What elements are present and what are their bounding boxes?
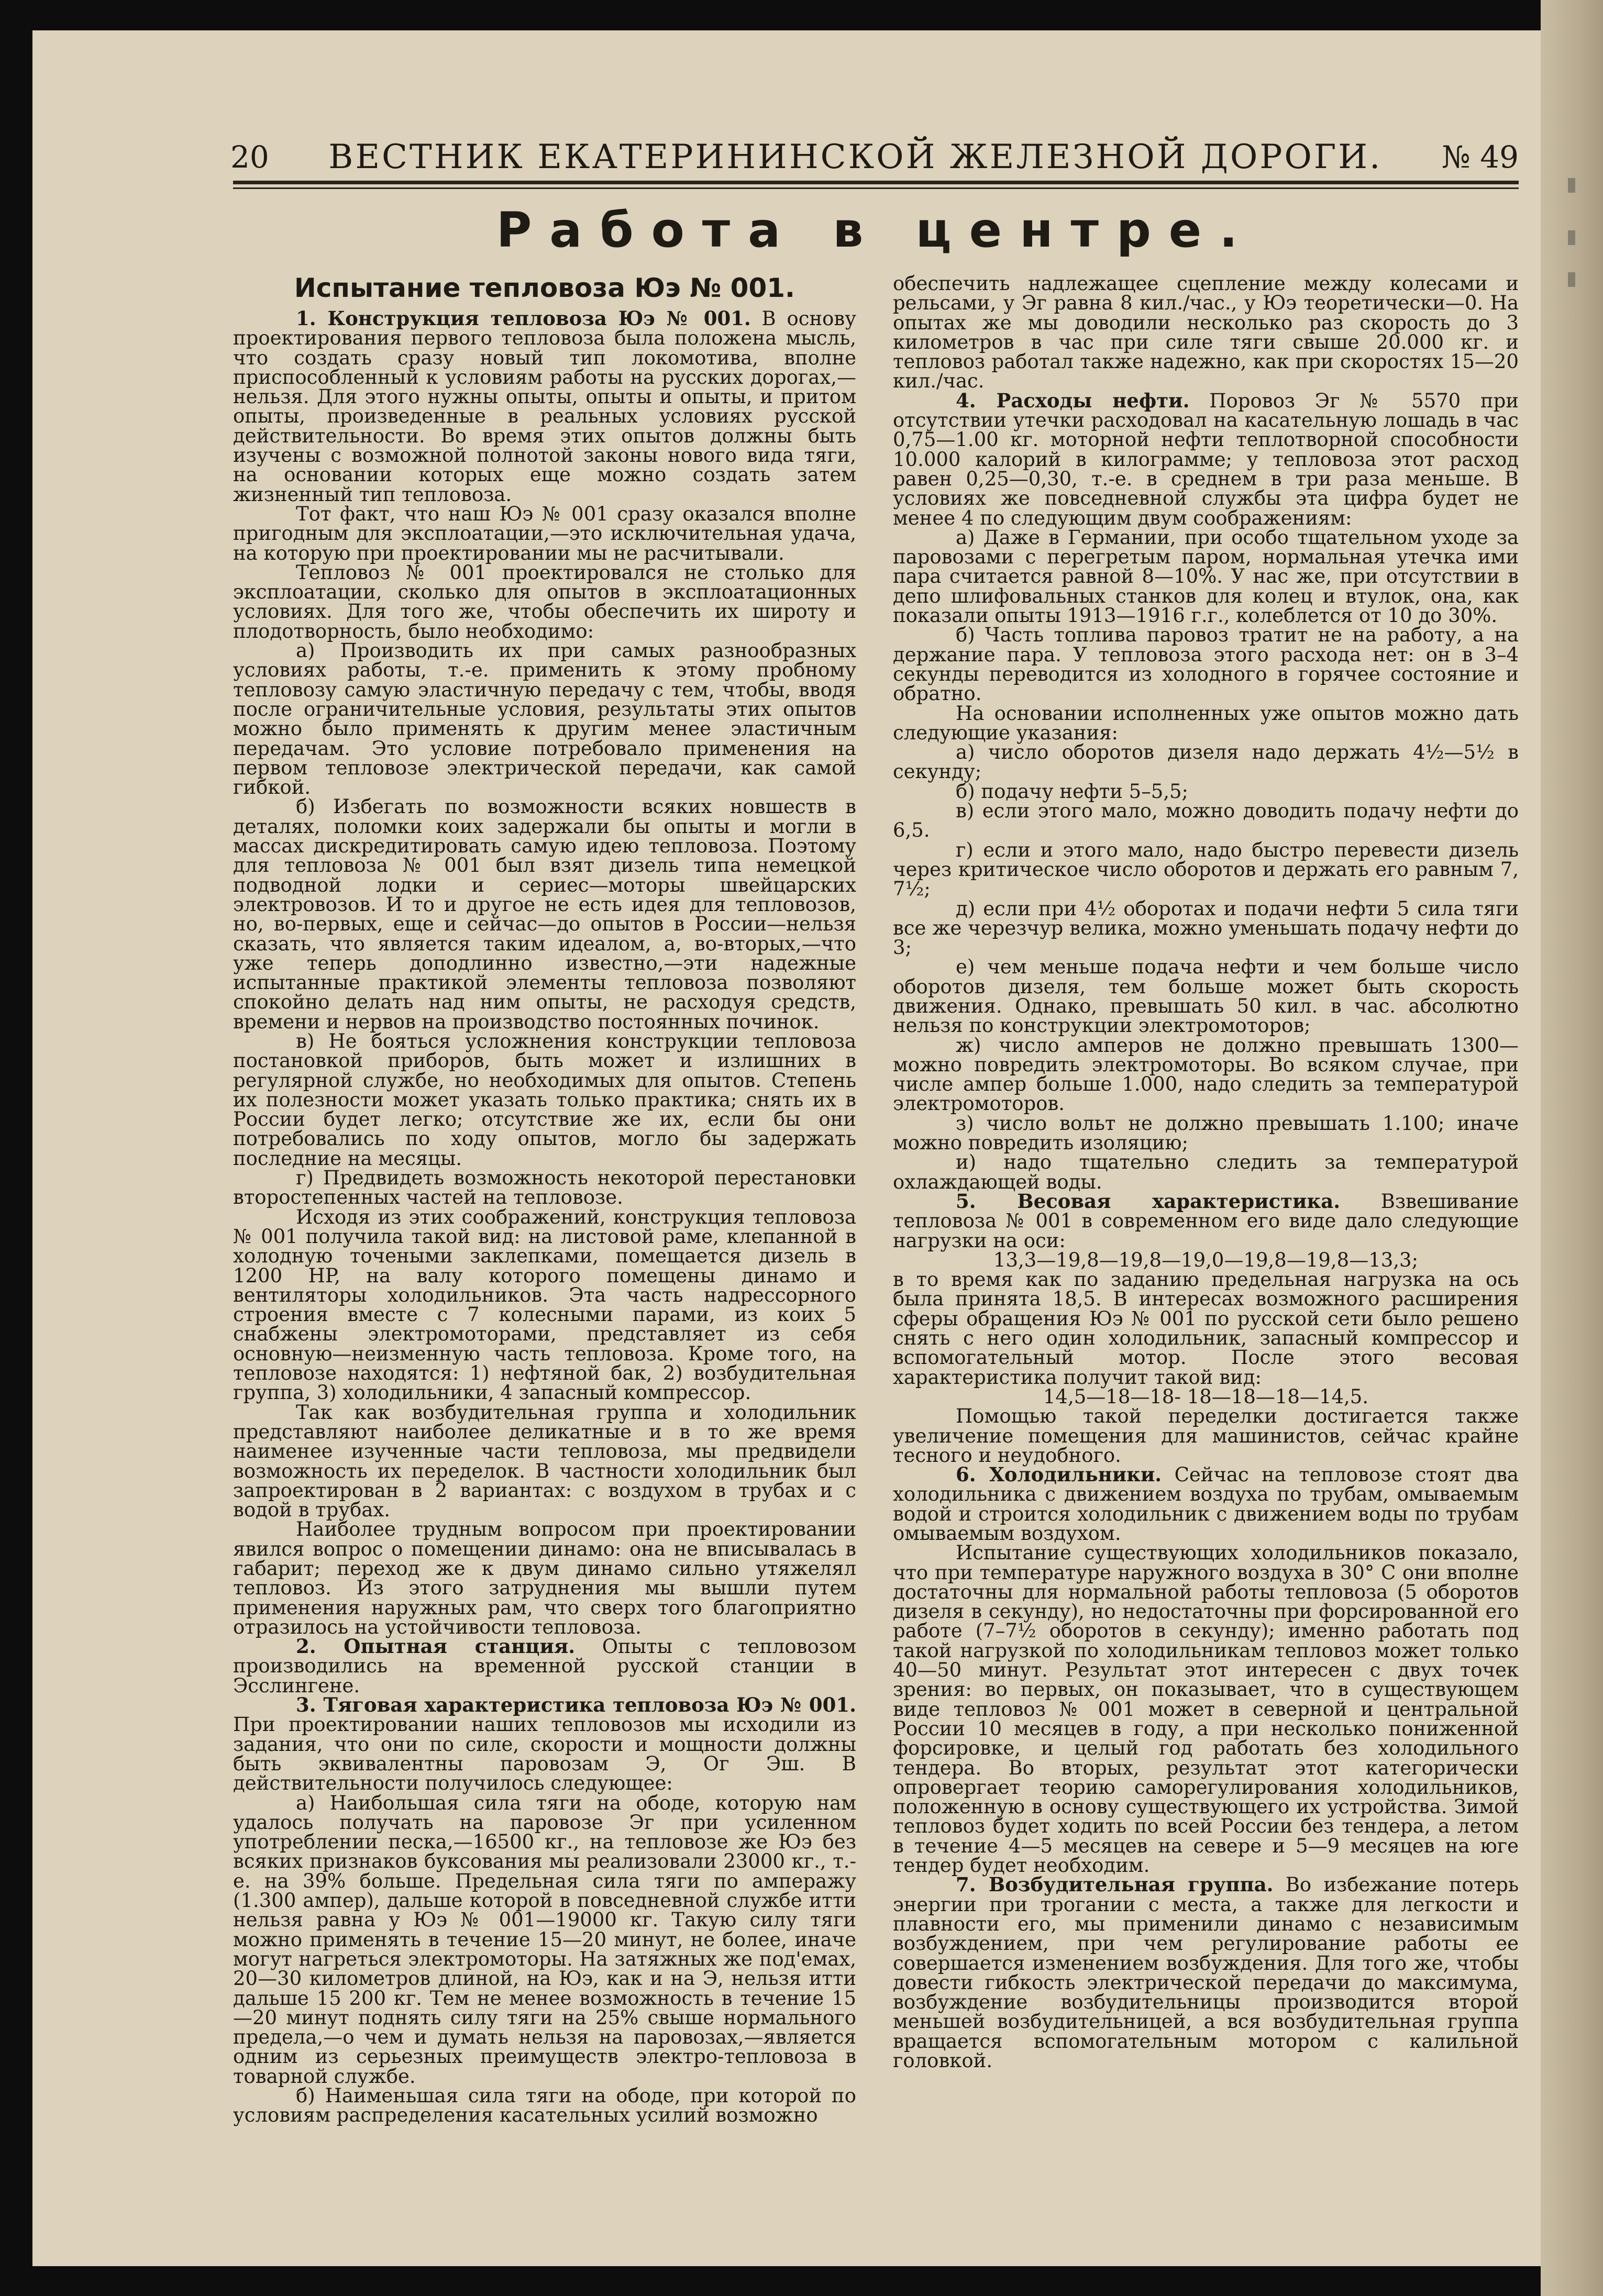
paragraph: г) если и этого мало, надо быстро перевести дизель через критическое число оборотов и держать его равным 7, 7½; bbox=[893, 838, 1519, 901]
paragraph: Помощью такой переделки достигается также увеличение помещения для машинистов, сейчас крайне тесного и неудобного. bbox=[893, 1405, 1519, 1467]
paragraph: 4. Расходы нефти. Поровоз Эг № 5570 при отсутствии утечки расходовал на касательную лошадь в час 0,75—1.00 кг. моторной нефти теплотворной способности 10.000 калорий в килограмме; у тепловоза этот расход равен 0,25—0,30, т.-е. в среднем в три раза меньше. В условиях же повседневной службы эта цифра будет не менее 4 по следующим двум соображениям: bbox=[893, 389, 1519, 529]
paragraph: д) если при 4½ оборотах и подачи нефти 5 сила тяги все же черезчур велика, можно уменьшать подачу нефти до 3; bbox=[893, 897, 1519, 959]
paragraph: 6. Холодильники. Сейчас на тепловозе стоят два холодильника с движением воздуха по трубам, омываемым водой и строится холодильник с движением воды по трубам омываемым воздухом. bbox=[893, 1463, 1519, 1545]
subsection-heading: 2. Опытная станция. bbox=[296, 1635, 576, 1658]
paragraph: 2. Опытная станция. Опыты с тепловозом производились на временной русской станции в Эсслингене. bbox=[233, 1635, 856, 1697]
subsection-heading: 3. Тяговая характеристика тепловоза Юэ № 001. bbox=[296, 1693, 856, 1717]
axle-load-formula: 14,5—18—18- 18—18—18—14,5. bbox=[1043, 1385, 1369, 1408]
paragraph: Исходя из этих соображений, конструкция тепловоза № 001 получила такой вид: на листовой раме, клепанной в холодную точеными заклепками, помещается дизель в 1200 HP, на валу которого помещены динамо и вентиляторы холодильников. Эта часть надрессорного строения вместе с 7 колесными парами, из коих 5 снабжены электромоторами, представляет из себя основную—неизменную часть тепловоза. Кроме того, на тепловозе находятся: 1) нефтяной бак, 2) возбудительная группа, 3) холодильники, 4 запасный компрессор. bbox=[233, 1205, 856, 1404]
paragraph: Тепловоз № 001 проектировался не столько для эксплоатации, сколько для опытов в эксплоатационных условиях. Для того же, чтобы обеспечить их широту и плодотворность, было необходимо: bbox=[233, 561, 856, 642]
paragraph: На основании исполненных уже опытов можно дать следующие указания: bbox=[893, 702, 1519, 744]
paragraph: а) Даже в Германии, при особо тщательном уходе за паровозами с перегретым паром, нормальная утечка ими пара считается равной 8—10%. У нас же, при отсутствии в депо шлифовальных станков для колец и втулок, она, как показали опыты 1913—1916 г.г., колеблется от 10 до 30%. bbox=[893, 526, 1519, 627]
axle-load-formula: 13,3—19,8—19,8—19,0—19,8—19,8—13,3; bbox=[993, 1248, 1419, 1271]
paragraph: Наиболее трудным вопросом при проектировании явился вопрос о помещении динамо: она не вписывалась в габарит; переход же к двум динамо сильно утяжелял тепловоз. Из этого затруднения мы вышли путем применения наружных рам, что сверх того благоприятно отразилось на устойчивости тепловоза. bbox=[233, 1518, 856, 1638]
paragraph: и) надо тщательно следить за температурой охлаждающей воды. bbox=[893, 1151, 1519, 1193]
paragraph: б) подачу нефти 5–5,5; bbox=[956, 780, 1188, 803]
adjacent-page-edge bbox=[1541, 0, 1603, 2296]
subsection-heading: 5. Весовая характеристика. bbox=[956, 1189, 1341, 1213]
issue-number: № 49 bbox=[1441, 139, 1519, 175]
right-column bbox=[893, 274, 1519, 2070]
paragraph: в то время как по заданию предельная нагрузка на ось была принята 18,5. В интересах возможного расширения сферы обращения Юэ № 001 по русской сети было решено снять с него один холодильник, запасный компрессор и вспомогательный мотор. После этого весовая характеристика получит такой вид: bbox=[893, 1268, 1519, 1389]
edge-mark bbox=[1568, 178, 1575, 193]
page-header bbox=[230, 131, 1519, 183]
edge-mark bbox=[1568, 230, 1575, 245]
paragraph: а) Наибольшая сила тяги на ободе, которую нам удалось получать на паровозе Эг при усиленном употреблении песка,—16500 кг., на тепловозе же Юэ без всяких признаков буксования мы реализовали 23000 кг., т.-е. на 39% больше. Предельная сила тяги по амперажу (1.300 ампер), дальше которой в повседневной службе итти нельзя равна у Юэ № 001—19000 кг. Такую силу тяги можно применять в течение 15—20 минут, не более, иначе могут нагреться электромоторы. На затяжных же под'емах, 20—30 километров длиной, на Юэ, как и на Э, нельзя итти дальше 15 200 кг. Тем не менее возможность в течение 15—20 минут поднять силу тяги на 25% свыше нормального предела,—о чем и думать нельзя на паровозах,—является одним из серьезных преимуществ электро-тепловоза в товарной службе. bbox=[233, 1791, 856, 2088]
paragraph: обеспечить надлежащее сцепление между колесами и рельсами, у Эг равна 8 кил./час., у Юэ теоретически—0. На опытах же мы доводили несколько раз скорость до 3 километров в час при силе тяги свыше 20.000 кг. и тепловоз работал также надежно, как при скоростях 15—20 кил./час. bbox=[893, 272, 1519, 393]
page-number: 20 bbox=[230, 139, 269, 175]
paragraph: е) чем меньше подача нефти и чем больше число оборотов дизеля, тем больше может быть скорость движения. Однако, превышать 50 кил. в час. абсолютно нельзя по конструкции электромоторов; bbox=[893, 956, 1519, 1037]
edge-mark bbox=[1568, 272, 1575, 287]
header-rule bbox=[233, 181, 1519, 184]
paragraph: б) Часть топлива паровоз тратит не на работу, а на держание пара. У тепловоза этого расхода нет: он в 3–4 секунды переводится из холодного в горячее состояние и обратно. bbox=[893, 624, 1519, 705]
subsection-heading: 6. Холодильники. bbox=[956, 1463, 1162, 1487]
subsection-heading: 4. Расходы нефти. bbox=[956, 389, 1190, 412]
paragraph: 3. Тяговая характеристика тепловоза Юэ № 001. При проектировании наших тепловозов мы исходили из задания, что они по силе, скорости и мощности должны быть эквивалентны паровозам Э, Ог Эш. В действительности получилось следующее: bbox=[233, 1693, 856, 1795]
section-title: Работа в центре. bbox=[496, 202, 1256, 258]
paragraph: в) Не бояться усложнения конструкции тепловоза постановкой приборов, быть может и излишних в регулярной службе, но необходимых для опытов. Степень их полезности может указать только практика; снять их в России будет легко; отсутствие же их, если бы они потребовались по ходу опытов, могло бы задержать последние на месяцы. bbox=[233, 1029, 856, 1170]
paragraph: г) Предвидеть возможность некоторой перестановки второстепенных частей на тепловозе. bbox=[233, 1167, 856, 1209]
paragraph: Тот факт, что наш Юэ № 001 сразу оказался вполне пригодным для эксплоатации,—это исключительная удача, на которую при проектировании мы не расчитывали. bbox=[233, 502, 856, 564]
paragraph: 5. Весовая характеристика. Взвешивание тепловоза № 001 в современном его виде дало следующие нагрузки на оси: bbox=[893, 1189, 1519, 1252]
paragraph: Испытание существующих холодильников показало, что при температуре наружного воздуха в 30° С они вполне достаточны для нормальной работы тепловоза (5 оборотов дизеля в секунду), но недостаточны при форсированной его работе (7–7½ оборотов в секунду); именно работать под такой нагрузкой по холодильникам тепловоз может только 40—50 минут. Результат этот интересен с двух точек зрения: во первых, он показывает, что в существующем виде тепловоз № 001 может в северной и центральной России 10 месяцев в году, а при несколько пониженной форсировке, и целый год работать без холодильного тендера. Во вторых, результат этот категорически опровергает теорию саморегулирования холодильников, положенную в основу существующего их устройства. Зимой тепловоз будет ходить по всей России без тендера, а летом в течение 4—5 месяцев на севере и 5—9 месяцев на юге тендер будет необходим. bbox=[893, 1541, 1519, 1877]
paragraph: в) если этого мало, можно доводить подачу нефти до 6,5. bbox=[893, 800, 1519, 842]
article-title: Испытание тепловоза Юэ № 001. bbox=[294, 273, 795, 303]
paragraph: ж) число амперов не должно превышать 1300—можно повредить электромоторы. Во всяком случае, при числе ампер больше 1.000, надо следить за температурой электромоторов. bbox=[893, 1034, 1519, 1115]
paragraph: а) Производить их при самых разнообразных условиях работы, т.-е. применить к этому пробному тепловозу самую эластичную передачу с тем, чтобы, вводя после ограничительные условия, результаты этих опытов можно было применять к другим менее эластичным передачам. Это условие потребовало применения на первом тепловозе электрической передачи, как самой гибкой. bbox=[233, 639, 856, 799]
paragraph: б) Избегать по возможности всяких новшеств в деталях, поломки коих задержали бы опыты и могли в массах дискредитировать самую идею тепловоза. Поэтому для тепловоза № 001 был взят дизель типа немецкой подводной лодки и сериес—моторы швейцарских электровозов. И то и другое не есть идея для тепловозов, но, во-первых, еще и сейчас—до опытов в России—нельзя сказать, что является таким идеалом, а, во-вторых,—что уже теперь доподлинно известно,—эти надежные испытанные практикой элементы тепловоза позволяют спокойно делать над ним опыты, не расходуя средств, времени и нервов на производство постоянных починок. bbox=[233, 795, 856, 1033]
journal-title: ВЕСТНИК ЕКАТЕРИНИНСКОЙ ЖЕЛЕЗНОЙ ДОРОГИ. bbox=[328, 138, 1383, 176]
paragraph: Так как возбудительная группа и холодильник представляют наиболее деликатные и в то же время наименее изученные части тепловоза, мы предвидели возможность их переделок. В частности холодильник был запроектирован в 2 вариантах: с воздухом в трубах и с водой в трубах. bbox=[233, 1401, 856, 1522]
paragraph: з) число вольт не должно превышать 1.100; иначе можно повредить изоляцию; bbox=[893, 1112, 1519, 1155]
paragraph: 1. Конструкция тепловоза Юэ № 001. В основу проектирования первого тепловоза была положена мысль, что создать сразу новый тип локомотива, вполне приспособленный к условиям работы на русских дорогах,—нельзя. Для этого нужны опыты, опыты и опыты, и притом опыты, произведенные в реальных условиях русской действительности. Во время этих опытов должны быть изучены с возможной полнотой законы нового вида тяги, на основании которых еще можно создать затем жизненный тип тепловоза. bbox=[233, 307, 856, 506]
paragraph: б) Наименьшая сила тяги на ободе, при которой по условиям распределения касательных усилий возможно bbox=[233, 2084, 856, 2127]
paragraph: а) число оборотов дизеля надо держать 4½—5½ в секунду; bbox=[893, 741, 1519, 783]
header-rule-thin bbox=[233, 187, 1519, 189]
paragraph: 7. Возбудительная группа. Во избежание потерь энергии при трогании с места, а также для легкости и плавности его, мы применили динамо с независимым возбуждением, при чем регулирование работы ее совершается изменением возбуждения. Для того же, чтобы довести гибкость электрической передачи до максимума, возбуждение возбудительницы производится второй меньшей возбудительницей, а вся возбудительная группа вращается вспомогательным мотором с калильной головкой. bbox=[893, 1873, 1519, 2072]
subsection-heading: 1. Конструкция тепловоза Юэ № 001. bbox=[296, 307, 751, 330]
subsection-heading: 7. Возбудительная группа. bbox=[956, 1873, 1274, 1896]
left-column bbox=[233, 272, 856, 2125]
